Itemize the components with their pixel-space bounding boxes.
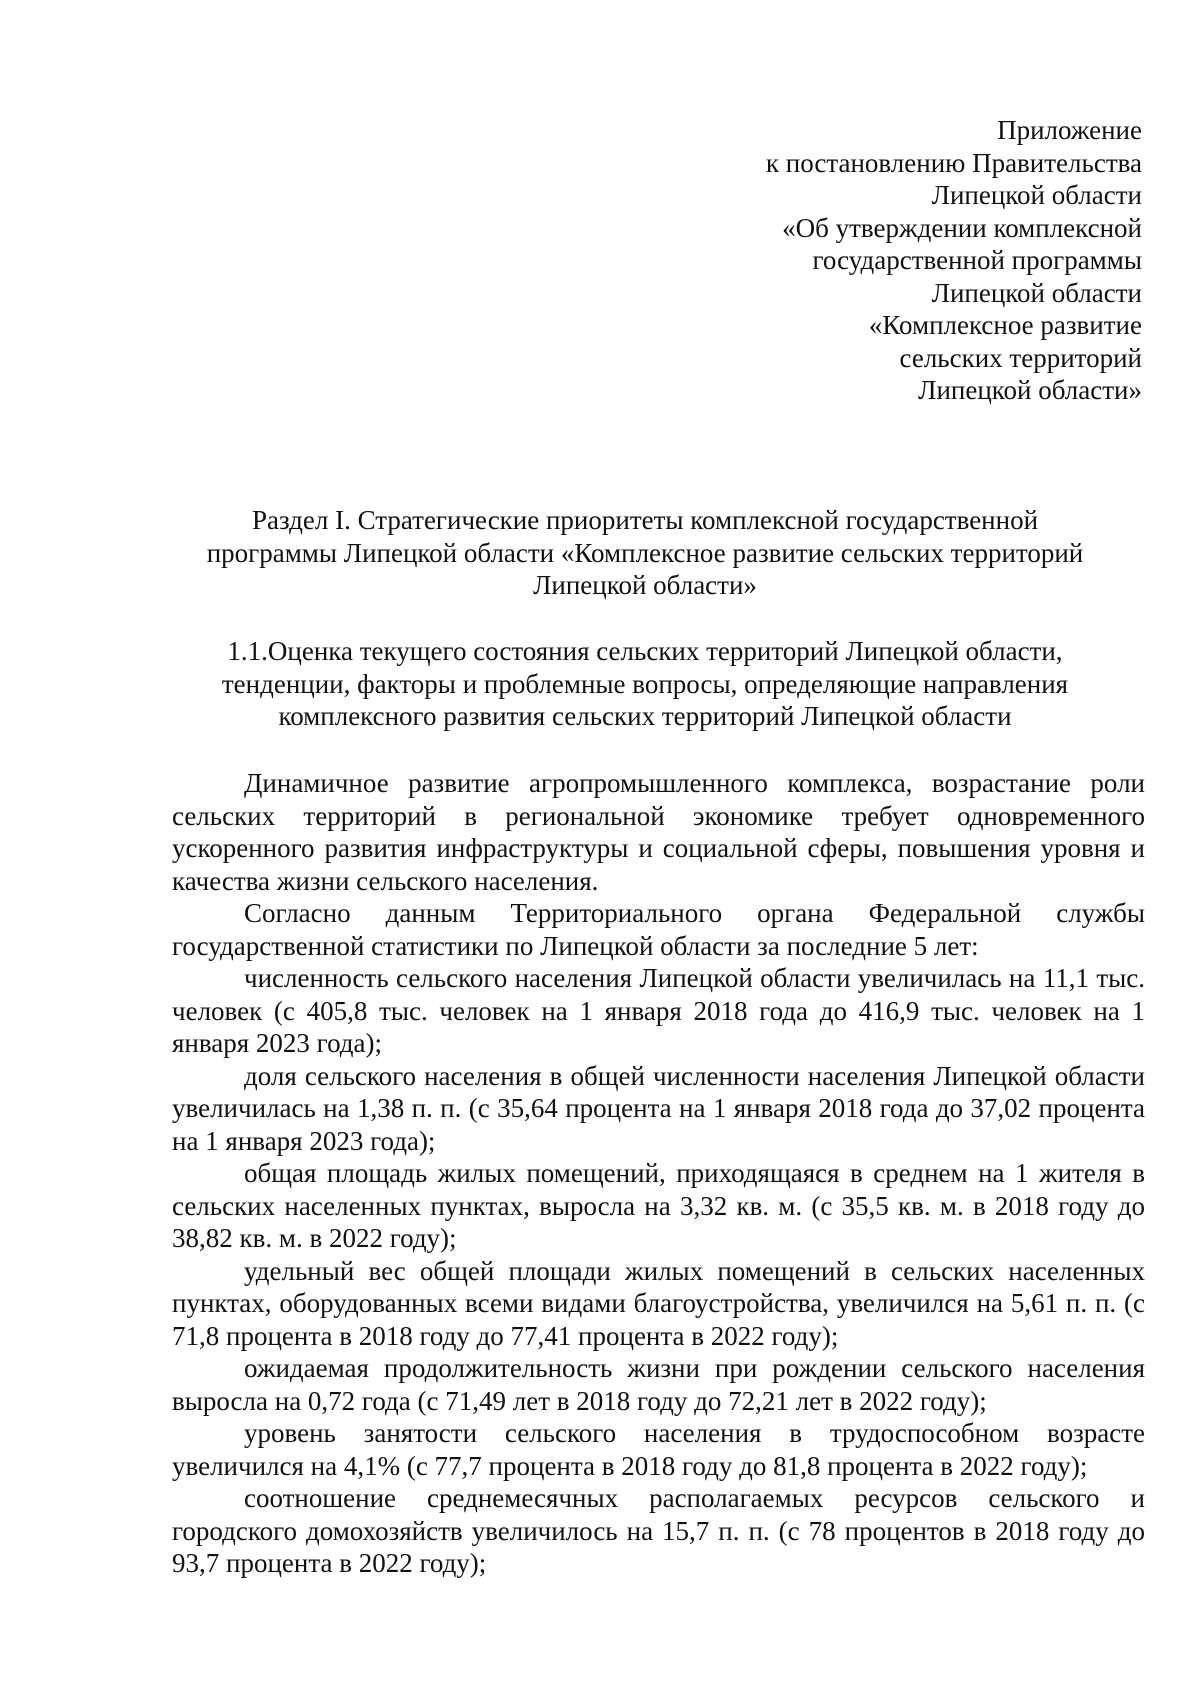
body-paragraph: удельный вес общей площади жилых помещений в сельских населенных пунктах, оборудованных всеми видами благоустройства, увеличился на 5,61 п. п. (с 71,8 процента в 2018 году до 77,41 процента в 2022 году); [172, 1255, 1145, 1351]
annex-line: Липецкой области» [918, 375, 1142, 405]
body-paragraph: соотношение среднемесячных располагаемых ресурсов сельского и городского домохозяйств увеличилось на 15,7 п. п. (с 78 процентов в 2018 году до 93,7 процента в 2022 году); [172, 1483, 1145, 1578]
body-paragraph: общая площадь жилых помещений, приходящаяся в среднем на 1 жителя в сельских населенных пунктах, выросла на 3,32 кв. м. (с 35,5 кв. м. в 2018 году до 38,82 кв. м. в 2022 году); [172, 1158, 1145, 1253]
section-title [170, 504, 1120, 602]
annex-line: к постановлению Правительства [765, 147, 1142, 178]
section-title-line: Раздел I. Стратегические приоритеты комплексной государственной [251, 505, 1039, 535]
annex-line: «Комплексное развитие [868, 310, 1142, 340]
annex-line: Липецкой области [931, 180, 1142, 210]
body-paragraph: численность сельского населения Липецкой области увеличилась на 11,1 тыс. человек (с 405,8 тыс. человек на 1 января 2018 года до 416,9 тыс. человек на 1 января 2023 года); [172, 963, 1145, 1058]
subsection-title [170, 635, 1120, 733]
section-title-line: Липецкой области» [533, 570, 757, 600]
body-paragraph: уровень занятости сельского населения в трудоспособном возрасте увеличился на 4,1% (с 77,7 процента в 2018 году до 81,8 процента в 2022 году); [172, 1418, 1145, 1481]
body-text [172, 767, 1145, 1580]
annex-line: государственной программы [812, 245, 1142, 275]
annex-line: Липецкой области [931, 277, 1142, 308]
body-paragraph: доля сельского населения в общей численности населения Липецкой области увеличилась на 1,38 п. п. (с 35,64 процента на 1 января 2018 года до 37,02 процента на 1 января 2023 года); [172, 1060, 1145, 1156]
annex-line: «Об утверждении комплексной [782, 212, 1142, 243]
annex-header [502, 114, 1142, 407]
subsection-title-line: 1.1.Оценка текущего состояния сельских территорий Липецкой области, [227, 636, 1063, 666]
body-paragraph: Согласно данным Территориального органа Федеральной службы государственной статистики по Липецкой области за последние 5 лет: [172, 898, 1145, 961]
body-paragraph: ожидаемая продолжительность жизни при рождении сельского населения выросла на 0,72 года (с 71,49 лет в 2018 году до 72,21 лет в 2022 году); [172, 1353, 1145, 1416]
body-paragraph: Динамичное развитие агропромышленного комплекса, возрастание роли сельских территорий в региональной экономике требует одновременного ускоренного развития инфраструктуры и социальной сферы, повышения уровня и качества жизни сельского населения. [172, 768, 1145, 896]
subsection-title-line: тенденции, факторы и проблемные вопросы, определяющие направления [221, 668, 1069, 699]
annex-line: Приложение [997, 115, 1142, 145]
subsection-title-line: комплексного развития сельских территорий Липецкой области [278, 701, 1012, 731]
section-title-line: программы Липецкой области «Комплексное развитие сельских территорий [206, 537, 1084, 568]
annex-line: сельских территорий [899, 342, 1142, 373]
